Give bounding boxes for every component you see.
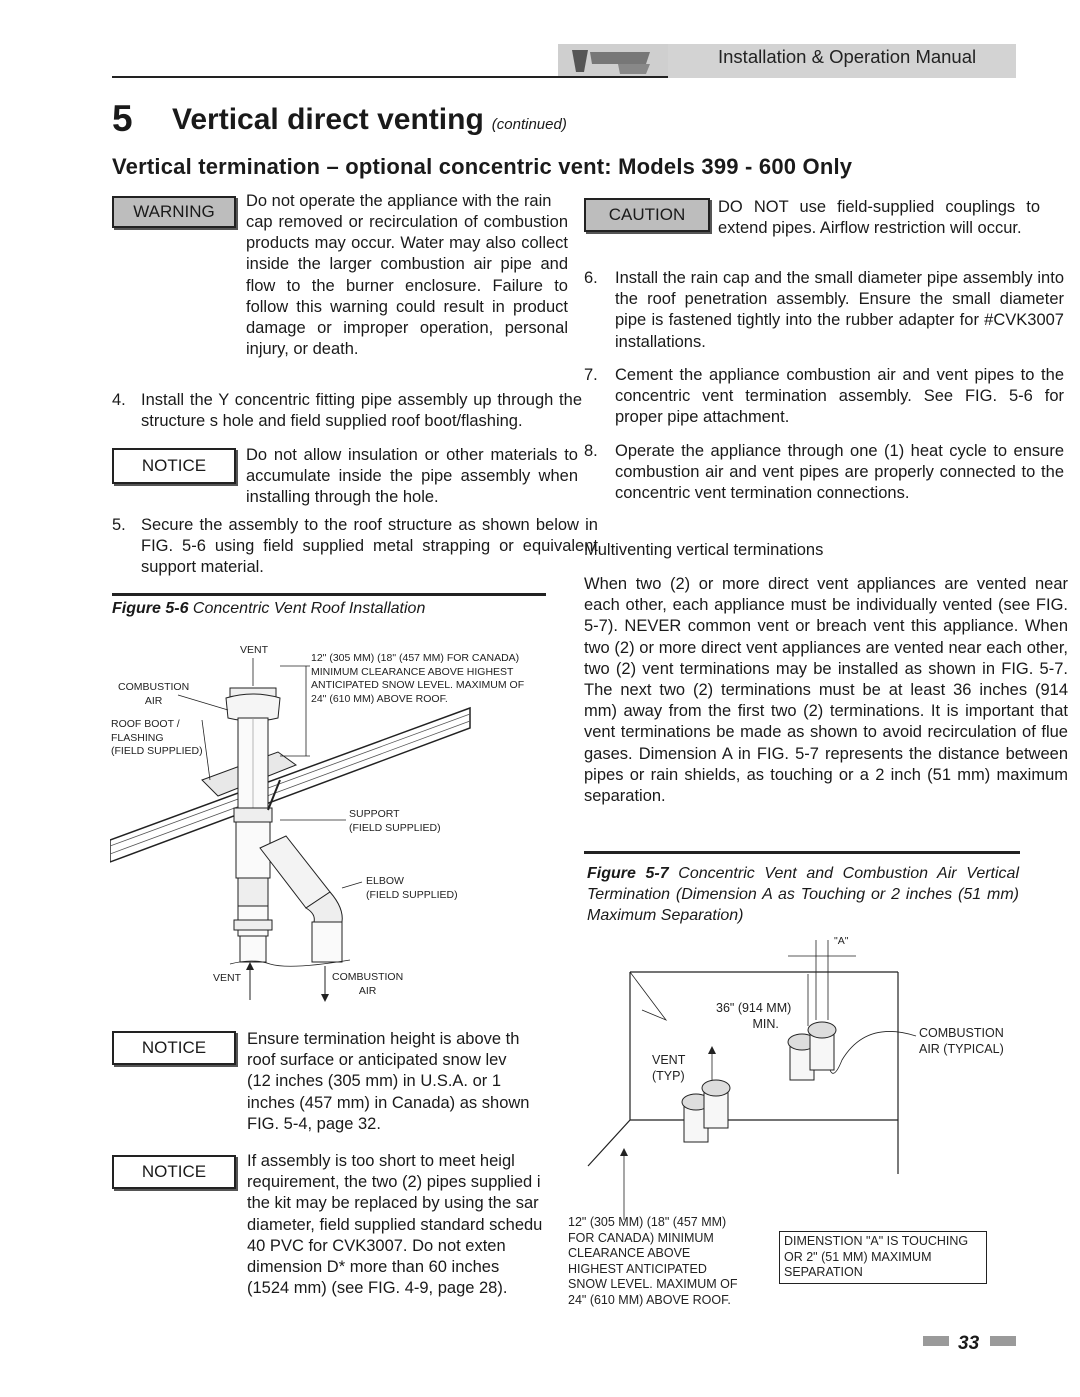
warning-text: cap removed or recirculation of combustion products may occur. Water may also collect inside the larger combustion air pipe and flow to the burner enclosure. Failure to follow this warning could result in product damage or improper operation, personal injury, or death. xyxy=(246,213,568,359)
notice-3-line-1: If assembly is too short to meet heigl xyxy=(247,1152,515,1170)
fig7-distance-line-2: MIN. xyxy=(752,1016,779,1031)
figure-6-caption-number: Figure 5-6 xyxy=(112,600,189,617)
page-number: 33 xyxy=(958,1333,980,1354)
fig6-comb-bottom-line-2: AIR xyxy=(358,984,377,997)
figure-7-rule xyxy=(584,851,1020,854)
fig6-label-combustion xyxy=(118,681,189,708)
notice-text-2 xyxy=(247,1029,560,1135)
step-6 xyxy=(584,268,1064,353)
fig6-label-vent-bottom: VENT xyxy=(213,972,242,984)
step-5 xyxy=(112,515,598,579)
notice-3-line-2: requirement, the two (2) pipes supplied i xyxy=(247,1173,541,1192)
fig6-comb-bottom-line-1: COMBUSTION xyxy=(332,971,404,983)
manual-title: Installation & Operation Manual xyxy=(718,46,977,67)
fig7-dimbox-line-3: SEPARATION xyxy=(784,1265,863,1279)
fig6-support-line-1: SUPPORT xyxy=(349,808,400,820)
fig6-clearance-line-2: MINIMUM CLEARANCE ABOVE HIGHEST xyxy=(311,665,514,678)
fig7-label-distance xyxy=(716,1001,791,1032)
fig7-dimension-box xyxy=(779,1231,987,1284)
caution-label: CAUTION xyxy=(584,198,710,232)
fig6-clearance-line-1: 12" (305 MM) (18" (457 MM) FOR CANADA) xyxy=(311,652,520,664)
step-6-text: Install the rain cap and the small diameter pipe assembly into the roof penetration assembly. Ensure the small diameter pipe is fastened tightly into the rubber adapter for #CVK3007 installations. xyxy=(615,269,1064,351)
fig6-elbow-line-2: (FIELD SUPPLIED) xyxy=(366,888,458,901)
step-5-text: Secure the assembly to the roof structure as shown below in FIG. 5-6 using field supplied metal strapping or equivalent support material. xyxy=(141,516,598,577)
fig6-roofboot-line-1: ROOF BOOT / xyxy=(111,718,180,730)
step-7-text: Cement the appliance combustion air and vent pipes to the concentric vent termination assembly. See FIG. 5-6 for proper pipe attachment. xyxy=(615,366,1064,427)
page-number-bar-left xyxy=(923,1336,949,1346)
step-7 xyxy=(584,365,1064,429)
fig7-comb-line-2: AIR (TYPICAL) xyxy=(919,1041,1004,1056)
fig7-comb-line-1: COMBUSTION xyxy=(919,1026,1004,1040)
fig7-distance-line-1: 36" (914 MM) xyxy=(716,1001,792,1015)
fig7-label-dim-a: "A" xyxy=(834,935,849,947)
fig7-clear-line-1: 12" (305 MM) (18" (457 MM) xyxy=(568,1215,727,1229)
figure-6-caption xyxy=(112,598,552,619)
fig6-roofboot-line-2: FLASHING xyxy=(111,731,164,744)
brand-logo xyxy=(558,44,668,78)
step-5-number: 5. xyxy=(112,516,126,534)
fig6-clearance-line-3: ANTICIPATED SNOW LEVEL. MAXIMUM OF xyxy=(311,679,525,691)
fig7-clear-line-5: SNOW LEVEL. MAXIMUM OF xyxy=(568,1277,738,1291)
notice-text-1: Do not allow insulation or other materials to accumulate inside the pipe assembly when installing through the hole. xyxy=(246,446,578,507)
figure-7-caption-number: Figure 5-7 xyxy=(587,865,669,882)
notice-label-2: NOTICE xyxy=(112,1031,236,1065)
step-8-text: Operate the appliance through one (1) heat cycle to ensure combustion air and vent pipes are properly connected to the concentric vent termination connections. xyxy=(615,442,1064,503)
fig6-support-line-2: (FIELD SUPPLIED) xyxy=(349,821,441,834)
notice-3-line-3: the kit may be replaced by using the sar xyxy=(247,1194,539,1213)
notice-3-line-5: 40 PVC for CVK3007. Do not exten xyxy=(247,1236,506,1255)
fig6-combustion-line-2: AIR xyxy=(144,694,163,707)
fig6-label-support xyxy=(349,808,441,835)
notice-label-3: NOTICE xyxy=(112,1155,236,1189)
fig6-label-combustion-bottom xyxy=(332,971,403,998)
warning-first-line: Do not operate the appliance with the rain xyxy=(246,192,552,210)
notice-3-line-4: diameter, field supplied standard schedu xyxy=(247,1215,543,1234)
fig6-label-elbow xyxy=(366,875,458,902)
fig6-clearance-line-4: 24" (610 MM) ABOVE ROOF. xyxy=(311,692,448,705)
fig7-clear-line-3: CLEARANCE ABOVE xyxy=(568,1246,691,1260)
fig7-label-combustion xyxy=(919,1026,1004,1057)
multivent-text: When two (2) or more direct vent appliances are vented near each other, each appliance must be individually vented (see FIG. 5-7). NEVER common vent or breach vent this appliance. When two (2) or more direct vent appliances are vented near each other, two (2) vent terminations may be installed as shown in FIG. 5-7. The next two (2) terminations must be at least 36 inches (914 mm) away from the first two (2) terminations. It is important that vent terminations be made as shown to avoid recirculation of flue gases. Dimension A in FIG. 5-7 represents the distance between pipes or rain shields, as touching or a 2 inch (51 mm) maximum separation. xyxy=(584,575,1068,806)
fig7-dimbox-line-2: OR 2" (51 MM) MAXIMUM xyxy=(784,1249,932,1264)
chapter-number: 5 xyxy=(112,98,133,139)
page-number-bar-right xyxy=(990,1336,1016,1346)
fig6-roofboot-line-3: (FIELD SUPPLIED) xyxy=(111,745,203,757)
fig6-label-roof-boot xyxy=(111,718,203,759)
fig7-label-clearance xyxy=(568,1215,737,1308)
fig6-combustion-line-1: COMBUSTION xyxy=(118,681,190,693)
fig7-clear-line-6: 24" (610 MM) ABOVE ROOF. xyxy=(568,1292,731,1307)
chapter-continued: (continued) xyxy=(491,116,567,133)
figure-7-caption-text: Concentric Vent and Combustion Air Vertical Termination (Dimension A as Touching or 2 inches (51 mm) Maximum Separation) xyxy=(587,865,1019,924)
step-8 xyxy=(584,441,1064,505)
notice-3-line-6: dimension D* more than 60 inches xyxy=(247,1258,500,1277)
fig6-elbow-line-1: ELBOW xyxy=(366,875,404,887)
notice-2-line-1: Ensure termination height is above th xyxy=(247,1030,520,1048)
fig6-label-clearance xyxy=(311,652,524,706)
fig7-vent-line-2: (TYP) xyxy=(652,1068,685,1083)
step-6-number: 6. xyxy=(584,269,598,287)
notice-text-3 xyxy=(247,1151,560,1299)
figure-6-caption-text: Concentric Vent Roof Installation xyxy=(188,600,426,617)
fig7-clear-line-2: FOR CANADA) MINIMUM xyxy=(568,1230,714,1245)
step-4-number: 4. xyxy=(112,391,126,409)
notice-2-line-3: (12 inches (305 mm) in U.S.A. or 1 xyxy=(247,1072,502,1091)
multivent-heading: Multiventing vertical terminations xyxy=(584,541,824,559)
figure-6-rule xyxy=(112,593,546,596)
step-4-text: Install the Y concentric fitting pipe assembly up through the structure s hole and field supplied roof boot/flashing. xyxy=(141,391,582,431)
fig7-label-vent xyxy=(652,1053,685,1084)
section-title: Vertical termination – optional concentric vent: Models 399 - 600 Only xyxy=(112,154,853,179)
warning-label: WARNING xyxy=(112,196,236,228)
step-7-number: 7. xyxy=(584,366,598,384)
fig7-dimbox-line-1: DIMENSTION "A" IS TOUCHING xyxy=(784,1234,969,1248)
notice-2-line-2: roof surface or anticipated snow lev xyxy=(247,1051,507,1070)
notice-3-line-7: (1524 mm) (see FIG. 4-9, page 28). xyxy=(247,1279,508,1298)
chapter-title xyxy=(172,103,567,137)
step-4 xyxy=(112,390,582,432)
header-rule xyxy=(112,76,668,78)
notice-label-1: NOTICE xyxy=(112,448,236,484)
figure-7-diagram xyxy=(566,930,1036,1230)
notice-2-line-4: inches (457 mm) in Canada) as shown xyxy=(247,1093,530,1112)
fig7-clear-line-4: HIGHEST ANTICIPATED xyxy=(568,1261,707,1276)
notice-2-line-5: FIG. 5-4, page 32. xyxy=(247,1114,381,1133)
fig6-label-vent-top: VENT xyxy=(240,644,269,656)
caution-text: DO NOT use field-supplied couplings to extend pipes. Airflow restriction will occur. xyxy=(718,198,1040,238)
chapter-title-text: Vertical direct venting xyxy=(172,103,484,136)
step-8-number: 8. xyxy=(584,442,598,460)
figure-7-caption xyxy=(587,863,1019,926)
fig7-vent-line-1: VENT xyxy=(652,1053,686,1067)
